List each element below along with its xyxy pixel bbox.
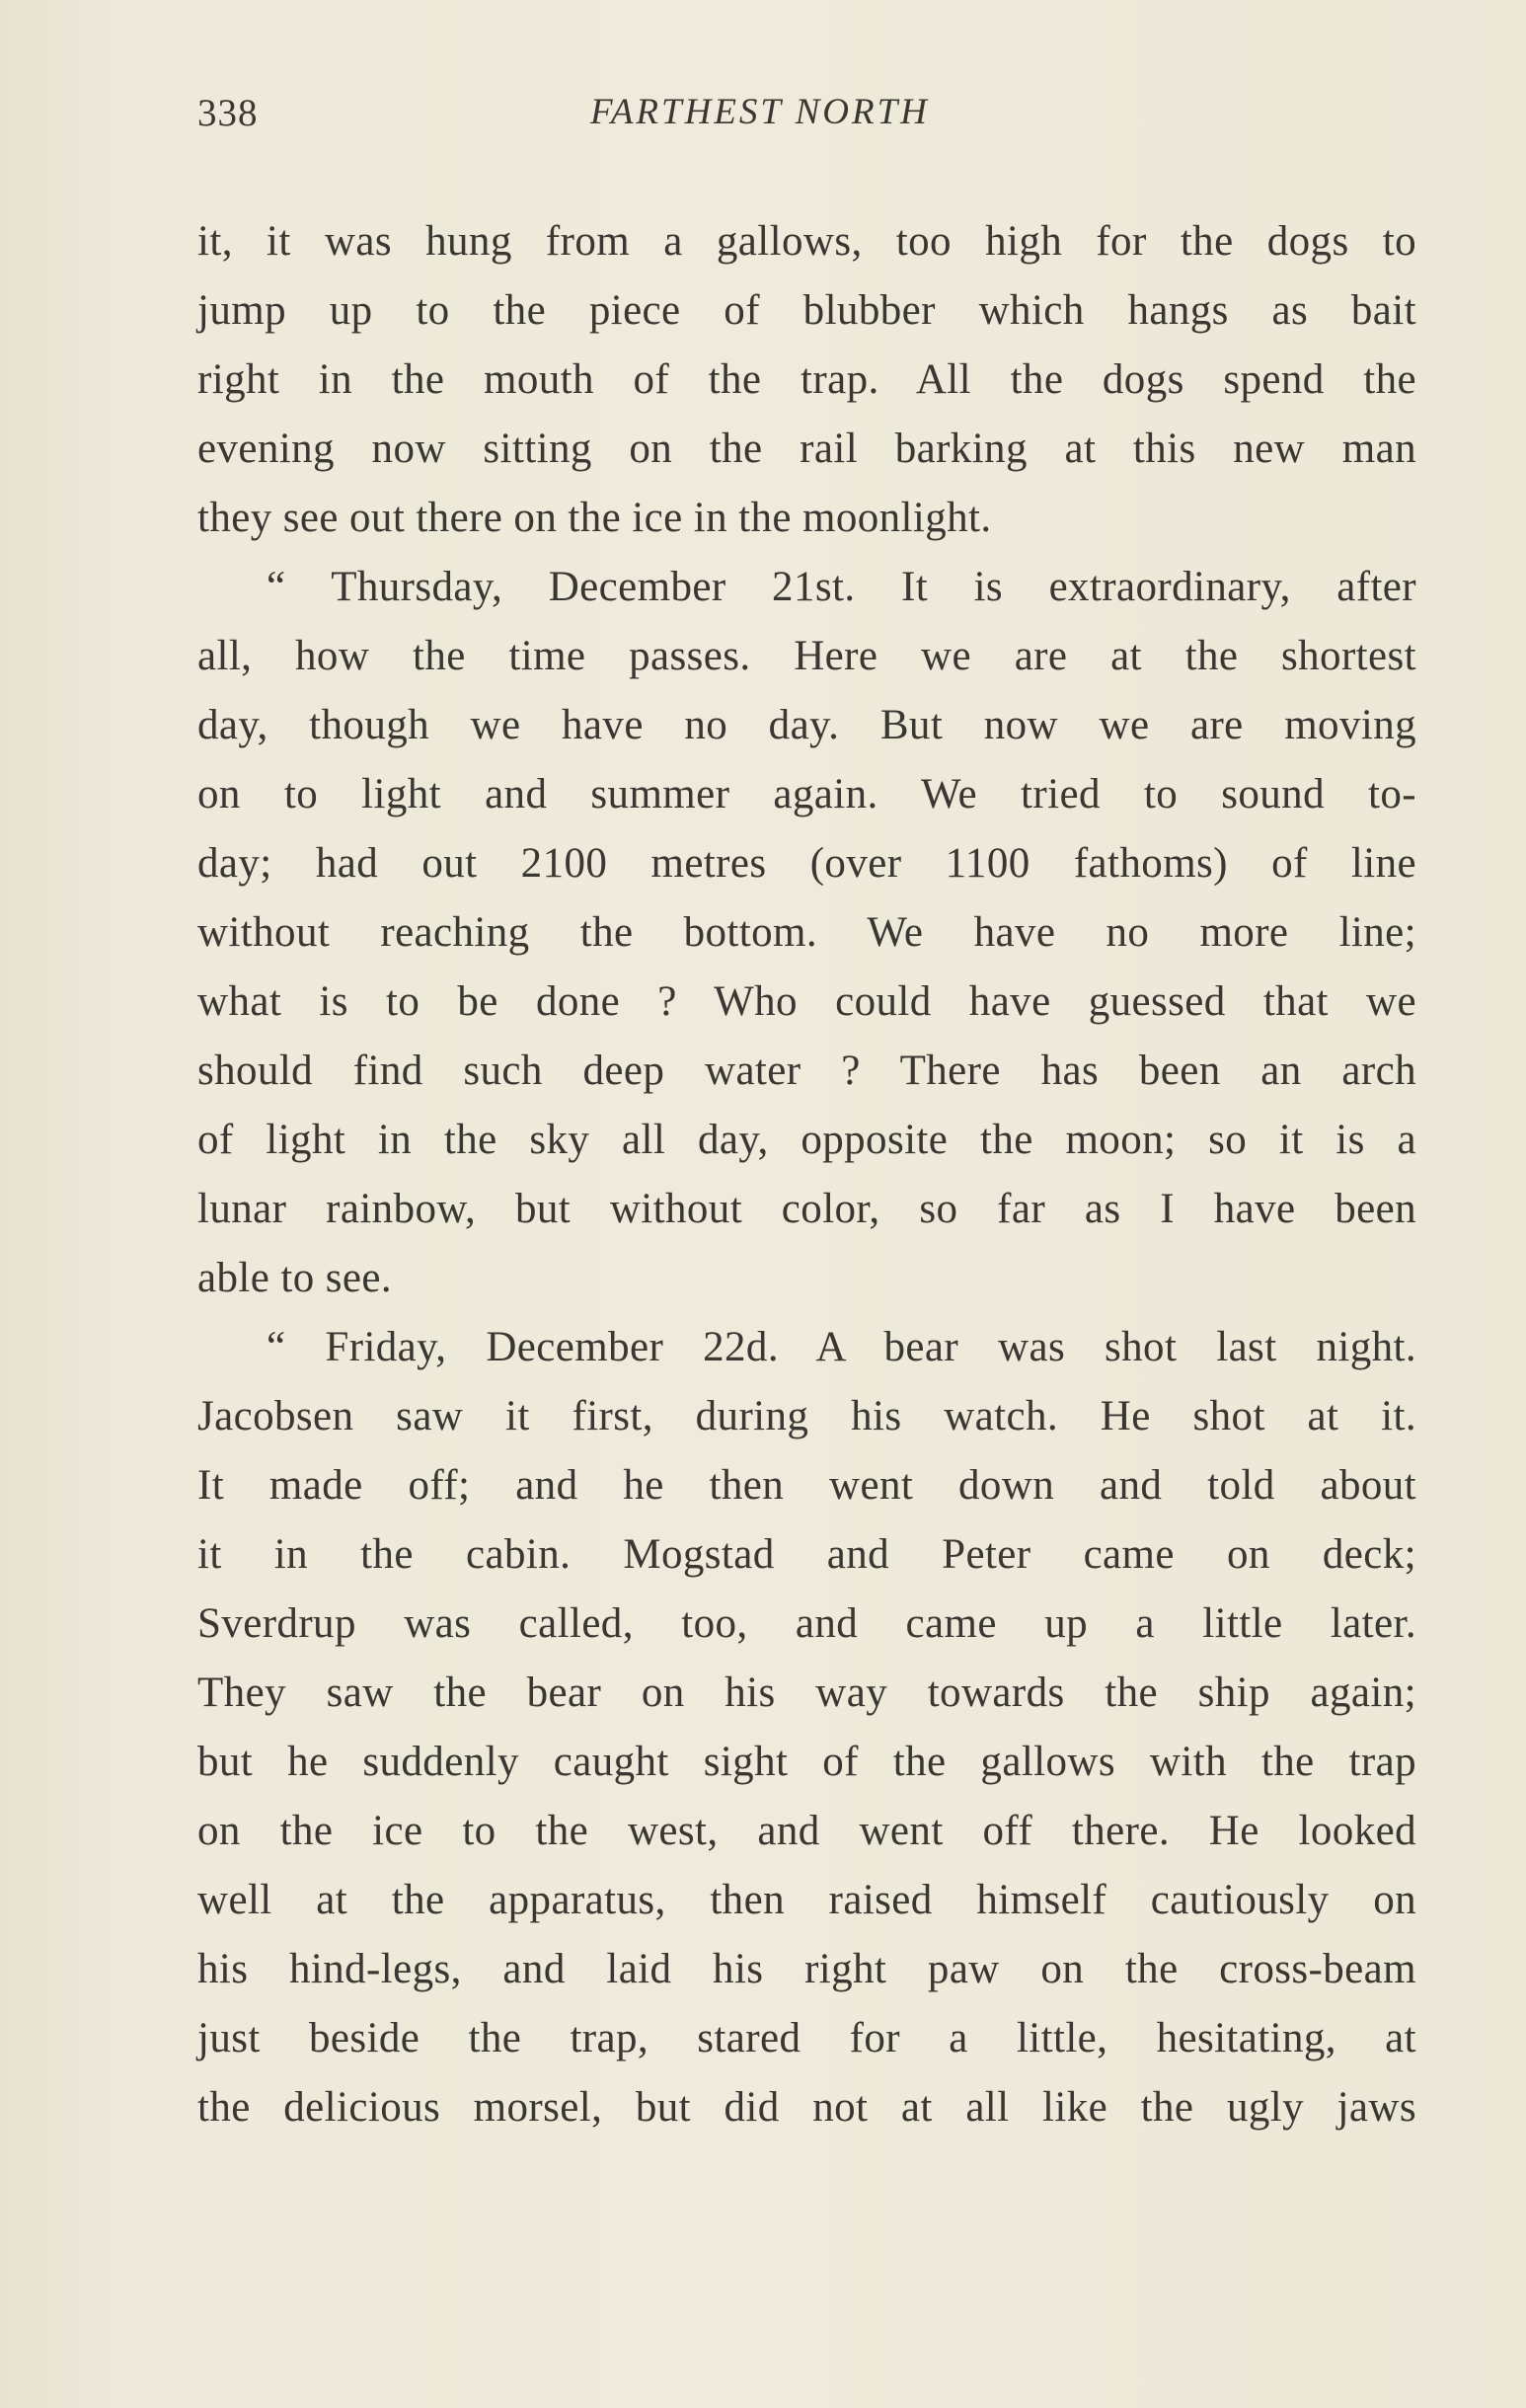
text-line: they see out there on the ice in the moonlight.	[197, 495, 992, 541]
text-line: It made off; and he then went down and told about	[197, 1462, 1416, 1509]
text-line: should find such deep water ? There has been an arch	[197, 1048, 1416, 1094]
body-text	[197, 207, 1416, 2142]
text-line: Jacobsen saw it first, during his watch. He shot at it.	[197, 1393, 1416, 1439]
text-line: “ Thursday, December 21st. It is extraordinary, after	[267, 564, 1416, 610]
text-line: evening now sitting on the rail barking at this new man	[197, 426, 1416, 472]
text-line: well at the apparatus, then raised himself cautiously on	[197, 1877, 1416, 1923]
text-line: They saw the bear on his way towards the ship again;	[197, 1670, 1416, 1716]
text-line: what is to be done ? Who could have guessed that we	[197, 978, 1416, 1025]
text-line: all, how the time passes. Here we are at the shortest	[197, 633, 1416, 679]
text-line: on the ice to the west, and went off there. He looked	[197, 1808, 1416, 1854]
text-line: it in the cabin. Mogstad and Peter came on deck;	[197, 1531, 1416, 1578]
text-line: on to light and summer again. We tried to sound to-	[197, 771, 1416, 817]
text-line: day; had out 2100 metres (over 1100 fathoms) of line	[197, 840, 1416, 887]
text-line: Sverdrup was called, too, and came up a little later.	[197, 1600, 1416, 1647]
page-number: 338	[197, 92, 259, 134]
text-line: able to see.	[197, 1255, 393, 1301]
text-line: day, though we have no day. But now we are moving	[197, 702, 1416, 748]
text-line: it, it was hung from a gallows, too high for the dogs to	[197, 218, 1416, 265]
text-line: of light in the sky all day, opposite the moon; so it is a	[197, 1117, 1416, 1163]
text-line: right in the mouth of the trap. All the dogs spend the	[197, 356, 1416, 403]
text-line: “ Friday, December 22d. A bear was shot last night.	[267, 1324, 1416, 1370]
text-line: jump up to the piece of blubber which hangs as bait	[197, 287, 1416, 334]
text-line: his hind-legs, and laid his right paw on the cross-beam	[197, 1946, 1416, 1992]
text-line: without reaching the bottom. We have no more line;	[197, 909, 1416, 956]
text-line: just beside the trap, stared for a little, hesitating, at	[197, 2015, 1416, 2061]
running-head	[197, 91, 1416, 150]
text-line: the delicious morsel, but did not at all like the ugly jaws	[197, 2084, 1416, 2131]
text-line: lunar rainbow, but without color, so far as I have been	[197, 1186, 1416, 1232]
text-line: but he suddenly caught sight of the gallows with the trap	[197, 1739, 1416, 1785]
running-title: FARTHEST NORTH	[590, 92, 930, 132]
